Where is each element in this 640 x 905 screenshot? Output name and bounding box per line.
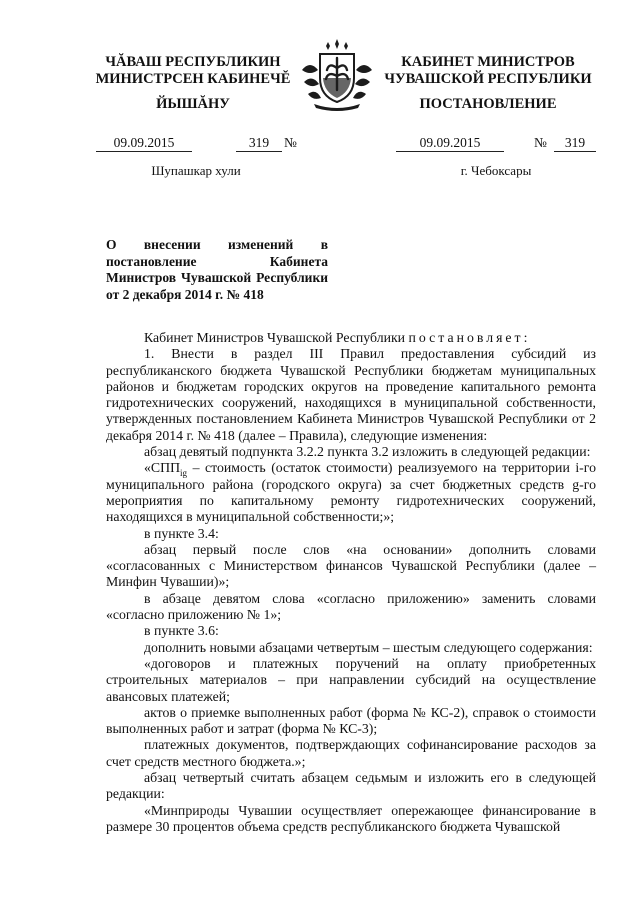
- paragraph-11: платежных документов, подтверждающих софинансирование расходов за счет средств местного бюджета.»;: [106, 737, 596, 769]
- right-reg-date: 09.09.2015: [396, 135, 504, 152]
- paragraph-8: дополнить новыми абзацами четвертым – шестым следующего содержания:: [144, 639, 593, 655]
- formula-definition: – стоимость (остаток стоимости) реализуемого на территории i-го муниципального района (городского округа) за счет бюджетных средств g-го мероприятия по капитальному ремонту гидротехнических сооружений, находящихся в муниципальной собственности;»;: [106, 460, 596, 525]
- paragraph-9: «договоров и платежных поручений на оплату приобретенных строительных материалов – при направлении субсидий на осуществление авансовых платежей;: [106, 655, 596, 704]
- paragraph-3: [106, 460, 596, 525]
- intro-prefix: Кабинет Министров Чувашской Республики: [144, 330, 406, 345]
- right-doc-type: ПОСТАНОВЛЕНИЕ: [419, 96, 557, 112]
- chuvash-coat-of-arms-icon: [298, 38, 376, 112]
- paragraph-6: в абзаце девятом слова «согласно приложению» заменить словами «согласно приложению № 1»;: [106, 590, 596, 623]
- left-doc-type: ЙЫШĂНУ: [156, 96, 230, 112]
- paragraph-7: в пункте 3.6:: [144, 623, 219, 639]
- right-org-title: [378, 54, 598, 88]
- paragraph-1: 1. Внести в раздел III Правил предоставления субсидий из республиканского бюджета Чувашской Республики бюджетам муниципальных районов и бюджетам городских округов на проведение капитального ремонта гидротехнических сооружений, находящихся в муниципальной собственности, утвержденных постановлением Кабинета Министров Чувашской Республики от 2 декабря 2014 г. № 418 (далее – Правила), следующие изменения:: [106, 346, 596, 443]
- formula-symbol: «СПП: [144, 460, 181, 476]
- paragraph-10: актов о приемке выполненных работ (форма № КС-2), справок о стоимости выполненных работ и затрат (форма № КС-3);: [106, 704, 596, 737]
- paragraph-13: «Минприроды Чувашии осуществляет опережающее финансирование в размере 30 процентов объема средств республиканского бюджета Чувашской: [106, 802, 596, 834]
- intro-spaced: постановляет:: [408, 330, 531, 345]
- left-org-line2: МИНИСТРСЕН КАБИНЕЧĔ: [95, 71, 291, 87]
- right-reg-number: 319: [554, 135, 596, 152]
- left-org-title: [88, 54, 298, 88]
- right-reg-no-sign: №: [534, 135, 547, 150]
- paragraph-12: абзац четвертый считать абзацем седьмым и изложить его в следующей редакции:: [106, 770, 596, 802]
- left-reg-number: 319: [236, 135, 282, 152]
- document-body: [106, 330, 596, 835]
- left-reg-date: 09.09.2015: [96, 135, 192, 152]
- paragraph-2: абзац девятый подпункта 3.2.2 пункта 3.2 изложить в следующей редакции:: [144, 444, 591, 460]
- document-subject: О внесении изменений в постановление Кабинета Министров Чувашской Республики от 2 декабря 2014 г. № 418: [106, 237, 328, 302]
- left-reg-no-sign: №: [284, 135, 297, 150]
- left-org-line1: ЧĂВАШ РЕСПУБЛИКИН: [105, 54, 281, 70]
- right-org-line1: КАБИНЕТ МИНИСТРОВ: [401, 54, 575, 70]
- intro-paragraph: [106, 330, 596, 346]
- right-org-line2: ЧУВАШСКОЙ РЕСПУБЛИКИ: [384, 71, 592, 87]
- right-city: г. Чебоксары: [460, 163, 532, 178]
- formula-subscript: ig: [180, 468, 188, 479]
- paragraph-5: абзац первый после слов «на основании» дополнить словами «согласованных с Министерством финансов Чувашской Республики (далее – Минфин Чувашии)»;: [106, 541, 596, 590]
- left-city: Шупашкар хули: [151, 163, 241, 178]
- paragraph-4: в пункте 3.4:: [144, 525, 219, 541]
